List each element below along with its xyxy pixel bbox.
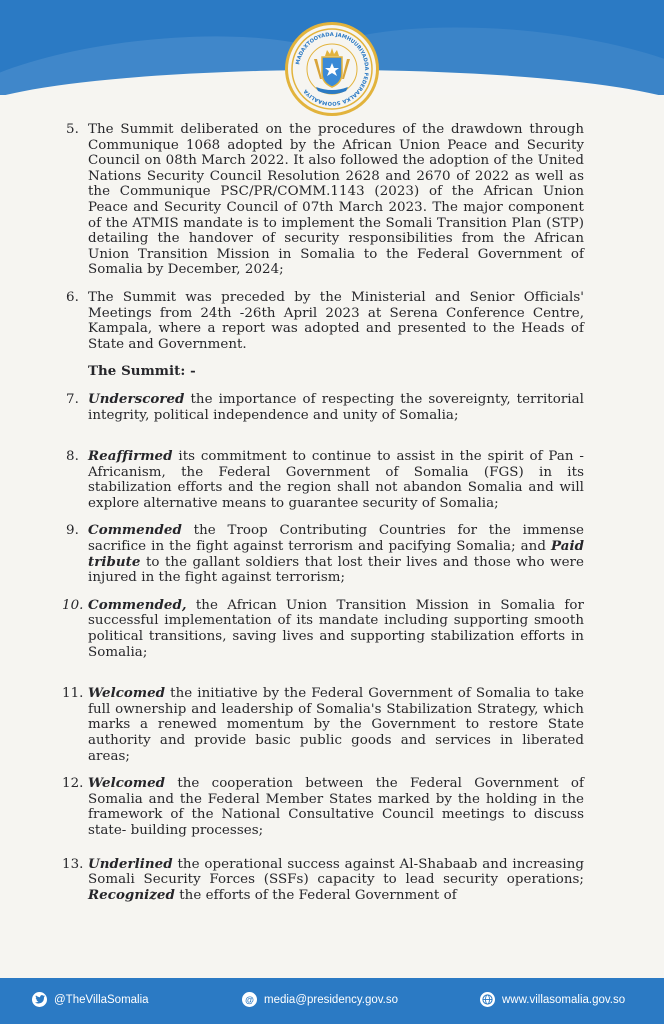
item-text-2: to the gallant soldiers that lost their lives and those who were injured in the fight against terrorism; (88, 554, 584, 586)
at-sign-icon: @ (242, 992, 257, 1007)
presidency-seal-logo (285, 22, 379, 116)
item-text: the importance of respecting the sovereignty, territorial integrity, political independence and unity of Somalia; (88, 391, 584, 423)
footer-bar (0, 978, 664, 1024)
footer-email[interactable] (242, 992, 398, 1007)
list-item-10 (62, 596, 584, 660)
item-text: The Summit deliberated on the procedures of the drawdown through Communique 1068 adopted by the African Union Peace and Security Council on 08th March 2022. It also followed the adoption of the United Nations Security Council Resolution 2628 and 2670 of 2022 as well as the Communique PSC/PR/COMM.1143 (2023) of the African Union Peace and Security Council of 07th March 2023. The major component of the ATMIS mandate is to implement the Somali Transition Plan (STP) detailing the handover of security responsibilities from the African Union Transition Mission in Somalia to the Federal Government of Somalia by December, 2024; (88, 122, 584, 278)
item-lead-verb-2: Paid tribute (88, 538, 584, 570)
item-number: 6. (66, 289, 79, 305)
list-item-12 (62, 775, 584, 838)
website-url: www.villasomalia.gov.so (502, 993, 626, 1006)
item-text: the cooperation between the Federal Government of Somalia and the Federal Member States marked by the holding in the framework of the National Consultative Council meetings to discuss state- building processes; (88, 776, 584, 838)
item-lead-verb-2: Recognized (88, 886, 175, 903)
item-number: 11. (62, 686, 84, 702)
document-body (62, 122, 584, 915)
item-lead-verb: Underlined (88, 855, 173, 872)
list-item-11 (62, 685, 584, 764)
footer-website[interactable] (480, 992, 625, 1007)
item-text-2: the efforts of the Federal Government of (174, 887, 457, 903)
item-lead-verb: Reaffirmed (88, 448, 173, 465)
globe-icon (480, 992, 495, 1007)
item-number: 12. (62, 776, 84, 792)
coat-of-arms-icon (290, 27, 374, 111)
item-number: 5. (66, 122, 79, 137)
footer-twitter[interactable] (32, 992, 149, 1007)
item-text: the initiative by the Federal Government of Somalia to take full ownership and leadership of Somalia's Stabilization Strategy, which marks a renewed momentum by the Government to restore State authority and provide basic public goods and services in liberated areas; (88, 686, 584, 764)
item-lead-verb: Welcomed (88, 775, 166, 792)
item-lead-verb: Commended (88, 522, 182, 539)
item-text: The Summit was preceded by the Ministerial and Senior Officials' Meetings from 24th -26th April 2023 at Serena Conference Centre, Kampala, where a report was adopted and presented to the Heads of State and Government. (88, 289, 584, 352)
section-subheading: The Summit: - (88, 363, 196, 380)
item-text: the operational success against Al-Shabaab and increasing Somali Security Forces (SSFs) capacity to lead security operations; (88, 856, 584, 888)
item-text: the Troop Contributing Countries for the immense sacrifice in the fight against terrorism and pacifying Somalia; and (88, 523, 584, 555)
list-item-6 (66, 290, 584, 352)
item-number: 10. (62, 597, 84, 613)
item-number: 9. (66, 523, 79, 539)
list-item-8 (66, 449, 584, 511)
list-item-9 (66, 523, 584, 585)
list-item-5 (66, 122, 584, 278)
item-text: its commitment to continue to assist in the spirit of Pan - Africanism, the Federal Government of Somalia (FGS) in its stabilization efforts and the region shall not abandon Somalia and will explore alternative means to guarantee security of Somalia; (88, 449, 584, 511)
list-item-7 (66, 392, 584, 423)
item-lead-verb: Commended, (88, 596, 187, 613)
list-item-13 (62, 855, 584, 904)
item-text: the African Union Transition Mission in Somalia for successful implementation of its mandate including supporting smooth political transitions, saving lives and supporting stabilization efforts in Somalia; (88, 597, 584, 660)
svg-text:MADAXTOOYADA JAMHUURIYADDA FED: MADAXTOOYADA JAMHUURIYADDA FEDERAALKA SOOMAALIYA (295, 31, 370, 107)
item-number: 8. (66, 449, 79, 465)
twitter-icon (32, 992, 47, 1007)
item-number: 7. (66, 391, 79, 407)
twitter-handle: @TheVillaSomalia (54, 993, 149, 1006)
item-number: 13. (62, 856, 84, 872)
item-lead-verb: Welcomed (88, 685, 166, 702)
email-address: media@presidency.gov.so (264, 993, 398, 1006)
item-lead-verb: Underscored (88, 390, 185, 407)
